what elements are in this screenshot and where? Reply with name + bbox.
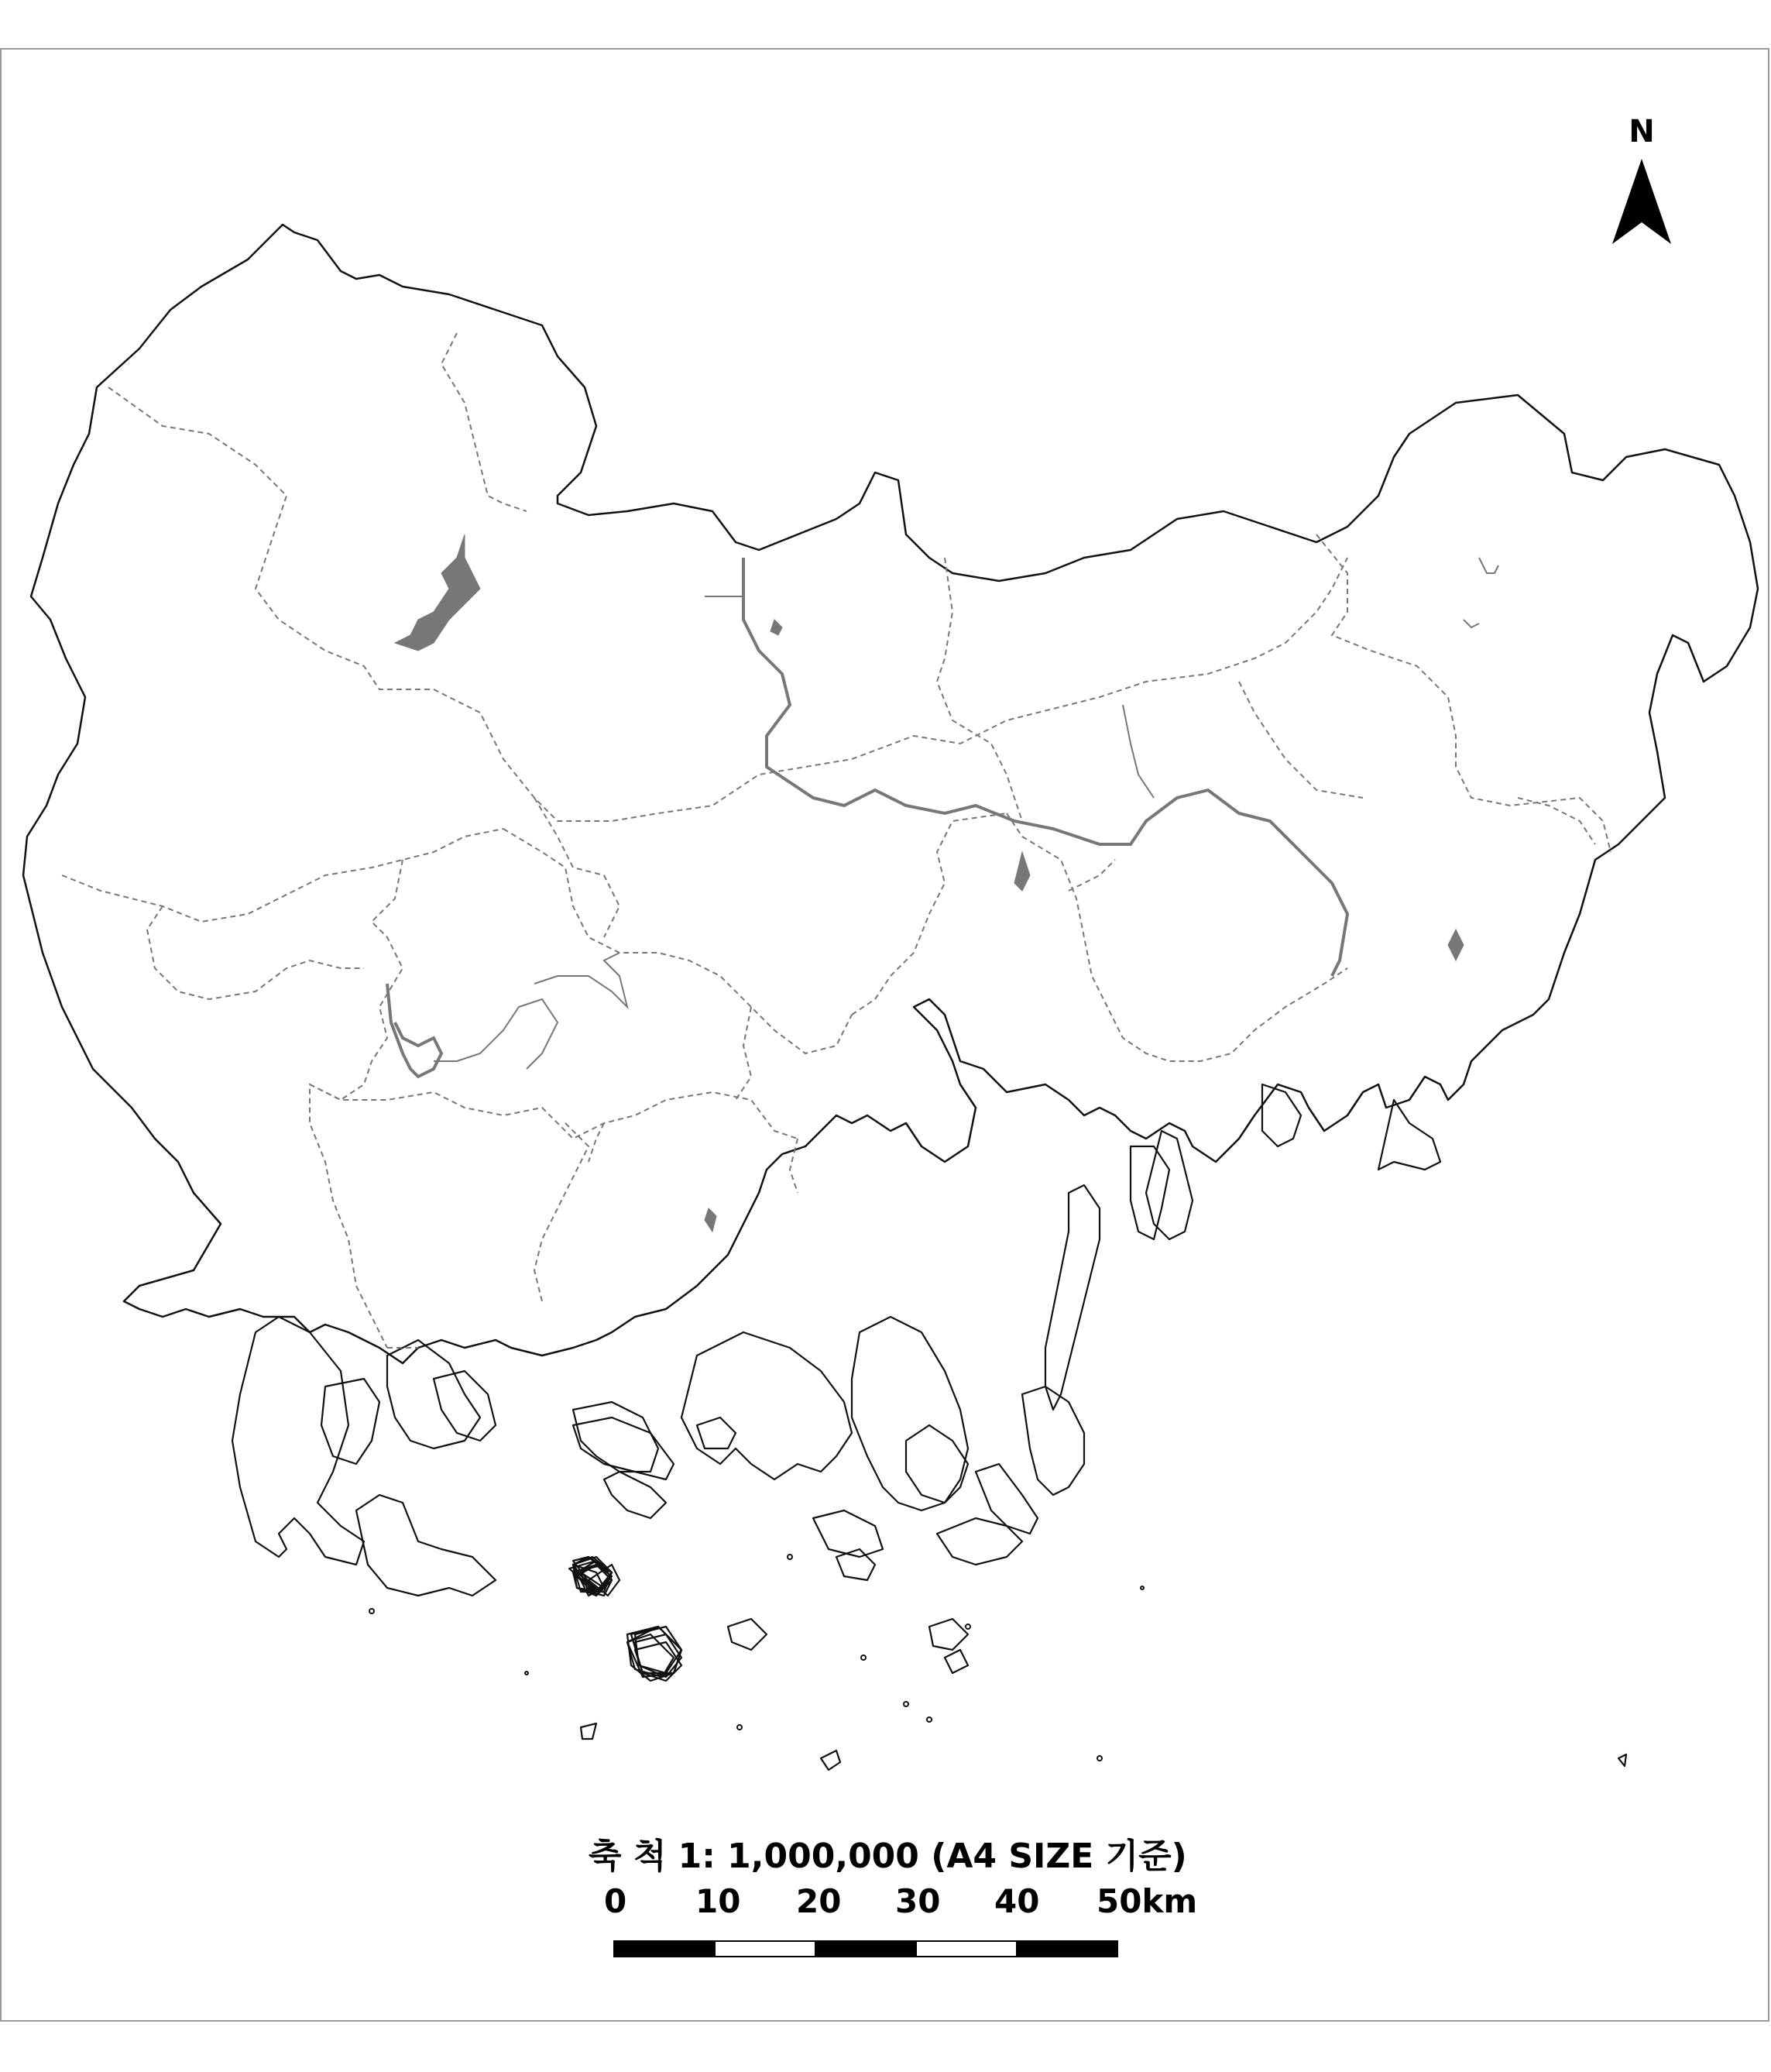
island — [821, 1751, 840, 1770]
islets — [369, 1555, 1144, 1761]
island — [906, 1425, 968, 1503]
island — [1378, 1100, 1440, 1170]
district-line — [1069, 860, 1115, 891]
district-boundaries — [62, 333, 1611, 1348]
scale-segment — [1017, 1941, 1117, 1957]
island — [929, 1619, 968, 1650]
islet — [737, 1725, 742, 1730]
scale-tick-label: 0 — [604, 1882, 627, 1920]
island — [1131, 1146, 1169, 1239]
river — [534, 953, 627, 1007]
scale-tick-label: 10 — [695, 1882, 741, 1920]
island — [945, 1650, 968, 1673]
island — [813, 1510, 883, 1557]
island — [387, 1340, 480, 1448]
river — [434, 999, 558, 1069]
reservoir — [1464, 620, 1479, 627]
islet — [369, 1609, 374, 1613]
island — [728, 1619, 767, 1650]
scale-tick-label: 50km — [1097, 1882, 1198, 1920]
district-line — [62, 829, 503, 922]
island — [976, 1464, 1038, 1534]
reservoir — [771, 620, 782, 635]
islet — [788, 1555, 792, 1559]
district-line — [1239, 682, 1363, 798]
reservoir — [705, 1208, 716, 1232]
north-arrow-icon — [1612, 159, 1671, 244]
island — [937, 1518, 1022, 1565]
district-line — [534, 1123, 589, 1301]
north-arrow — [1611, 116, 1673, 256]
scale-tick-label: 30 — [895, 1882, 941, 1920]
scale-title: 축 척 1: 1,000,000 (A4 SIZE 기준) — [589, 1837, 1187, 1876]
island — [1045, 1185, 1100, 1410]
islet — [861, 1655, 866, 1660]
islet — [927, 1717, 932, 1722]
district-line — [1518, 798, 1595, 844]
island — [232, 1317, 364, 1565]
scale-segment — [715, 1941, 815, 1957]
islet — [966, 1624, 970, 1629]
scale-segment — [815, 1941, 916, 1957]
district-line — [310, 1084, 798, 1139]
reservoir — [1479, 558, 1498, 573]
district-line — [736, 1007, 751, 1100]
islet — [525, 1672, 528, 1675]
island — [581, 1723, 596, 1739]
river — [1123, 705, 1154, 798]
island — [1262, 1084, 1301, 1146]
reservoir — [395, 534, 480, 651]
province-boundary — [23, 225, 1758, 1363]
district-line — [589, 1123, 604, 1162]
island — [681, 1332, 852, 1479]
reservoir — [1014, 852, 1030, 891]
district-line — [310, 860, 403, 1348]
scale-segment — [916, 1941, 1017, 1957]
reservoir — [387, 984, 441, 1077]
district-line — [1007, 813, 1347, 1061]
island — [434, 1371, 496, 1441]
islet — [904, 1702, 908, 1706]
reservoir — [1448, 929, 1464, 960]
scale-bar — [613, 1940, 1118, 1957]
scale-tick-label: 40 — [994, 1882, 1040, 1920]
island — [321, 1379, 379, 1464]
island — [573, 1402, 658, 1472]
district-line — [1316, 534, 1611, 852]
scale-tick-label: 20 — [796, 1882, 842, 1920]
district-line — [108, 387, 1347, 821]
district-line — [441, 333, 527, 511]
district-line — [937, 558, 1022, 821]
island — [604, 1472, 666, 1518]
island — [356, 1495, 496, 1596]
scale-segment — [614, 1941, 715, 1957]
district-line — [852, 813, 1007, 1015]
river — [743, 558, 1347, 976]
district-line — [534, 798, 620, 937]
district-line — [790, 1139, 798, 1193]
island — [1618, 1754, 1626, 1766]
island — [852, 1317, 968, 1510]
coastline-islands — [232, 1084, 1626, 1770]
islet — [1097, 1756, 1102, 1761]
north-label: N — [1629, 114, 1655, 149]
islet — [1141, 1586, 1144, 1589]
island — [697, 1417, 736, 1448]
island — [1022, 1386, 1084, 1495]
district-line — [147, 906, 364, 999]
